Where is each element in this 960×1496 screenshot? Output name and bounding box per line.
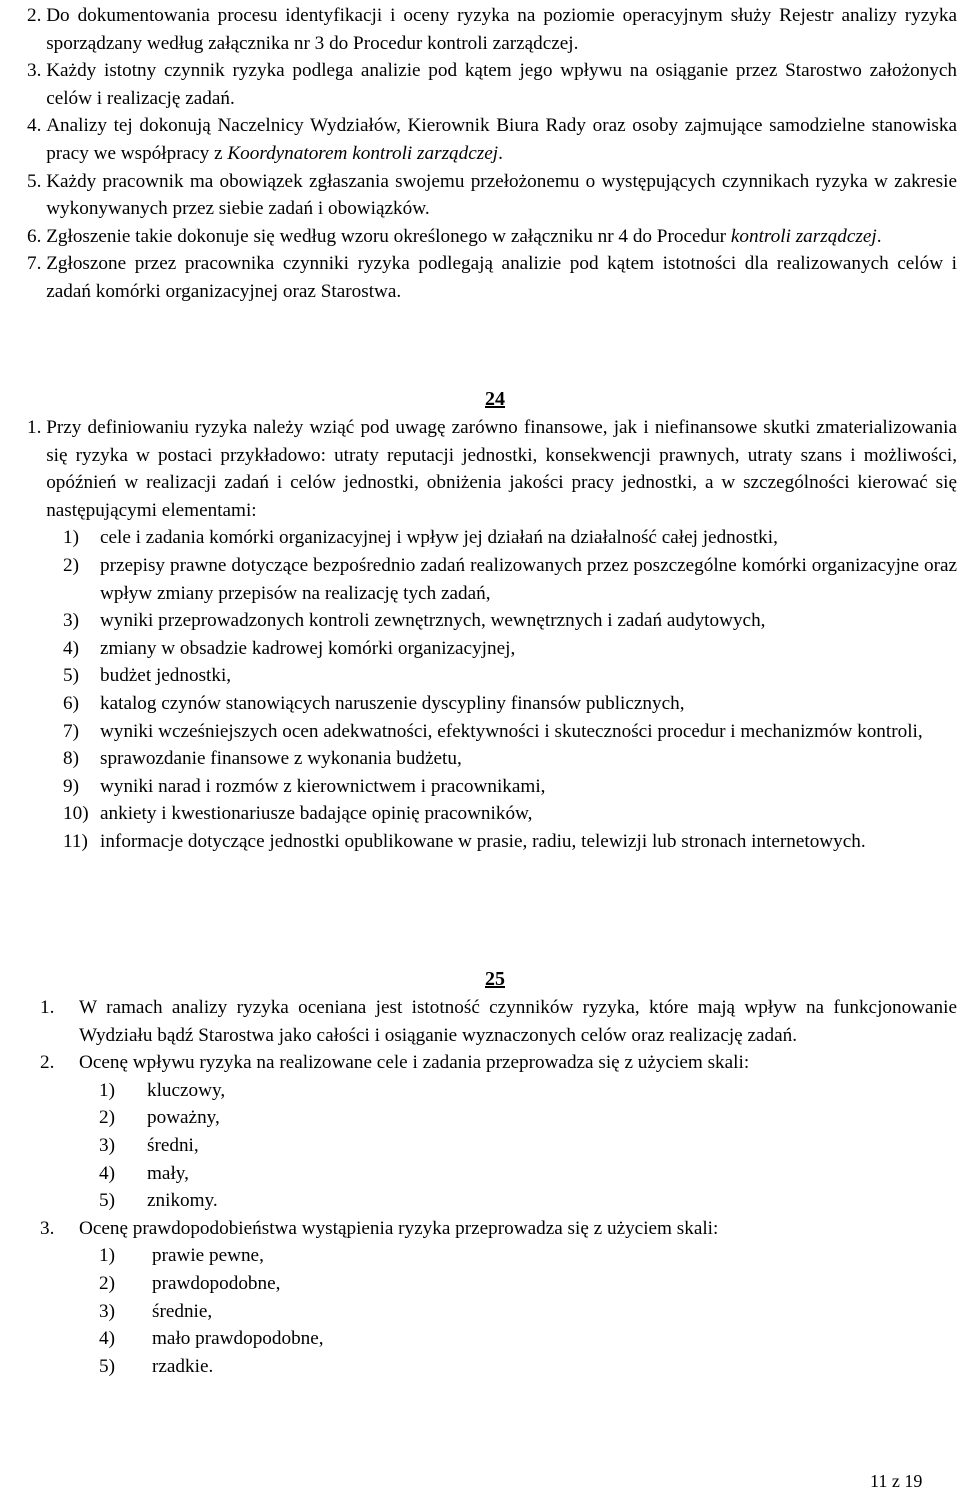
sub-item-number: 8) [63,748,79,770]
section-25 [27,994,957,1380]
section-24 [27,414,957,856]
sub-item-text: sprawozdanie finansowe z wykonania budżetu, [100,748,462,770]
sub-item [63,524,957,552]
sub-item [63,773,957,801]
sub-item [63,607,957,635]
probability-scale-item [99,1298,957,1326]
item-number: 5. [27,170,42,192]
item-text-end: . [876,225,882,247]
probability-scale-item [99,1242,957,1270]
sub-item-text: cele i zadania komórki organizacyjnej i wpływ jej działań na działalność całej jednostki, [100,527,778,549]
sub-item [63,662,957,690]
sub-item [63,690,957,718]
item-number: 1. [40,997,55,1018]
item-text: Każdy pracownik ma obowiązek zgłaszania swojemu przełożonemu o występujących czynnikach ryzyka w zakresie wykonywanych przez siebie zadań i obowiązków. [46,170,957,220]
scale-number: 2) [99,1107,115,1129]
scale-number: 5) [99,1190,115,1212]
sub-item-text: zmiany w obsadzie kadrowej komórki organizacyjnej, [100,637,516,659]
scale-text: średnie, [152,1300,213,1322]
sub-item [63,800,957,828]
list-item [40,1049,957,1077]
sub-item [63,745,957,773]
item-text: Do dokumentowania procesu identyfikacji i oceny ryzyka na poziomie operacyjnym służy Rejestr analizy ryzyka sporządzany według załącznika nr 3 do Procedur kontroli zarządczej. [46,5,957,54]
list-item [40,994,957,1049]
item-text: Ocenę wpływu ryzyka na realizowane cele i zadania przeprowadza się z użyciem skali: [79,1052,750,1074]
scale-text: prawie pewne, [152,1245,264,1267]
scale-number: 4) [99,1162,115,1184]
impact-scale-item [99,1077,957,1105]
sub-item-number: 10) [63,803,89,825]
impact-scale-item [99,1132,957,1160]
section-24-heading: 24 [485,388,505,410]
sub-item [63,635,957,663]
scale-text: poważny, [147,1107,220,1129]
scale-number: 3) [99,1134,115,1156]
list-item [27,2,957,57]
item-number: 4. [27,115,42,137]
list-item [27,168,957,223]
list-item [27,250,957,305]
list-item [27,57,957,112]
sub-item-number: 1) [63,527,79,549]
item-text: Ocenę prawdopodobieństwa wystąpienia ryzyka przeprowadza się z użyciem skali: [79,1217,719,1239]
scale-text: znikomy. [147,1190,218,1212]
top-items [27,2,957,306]
sub-item-text: wyniki wcześniejszych ocen adekwatności, efektywności i skuteczności procedur i mechanizmów kontroli, [100,720,923,742]
sub-item-number: 6) [63,692,79,714]
list-item [27,414,957,524]
probability-scale-item [99,1270,957,1298]
item-text: Zgłoszone przez pracownika czynniki ryzyka podlegają analizie pod kątem istotności dla realizowanych celów i zadań komórki organizacyjnej oraz Starostwa. [46,253,957,302]
item-number: 2. [40,1052,55,1074]
impact-scale-item [99,1187,957,1215]
sub-item-number: 4) [63,637,79,659]
item-number: 3. [40,1217,55,1239]
sub-item-text: katalog czynów stanowiących naruszenie dyscypliny finansów publicznych, [100,692,685,714]
list-item [27,223,957,251]
item-text: Przy definiowaniu ryzyka należy wziąć pod uwagę zarówno finansowe, jak i niefinansowe skutki zmaterializowania się ryzyka w postaci przykładowo: utraty reputacji jednostki, konsekwencji prawnych, utraty szans i możliwości, opóźnień w realizacji zadań i celów jednostki, obniżenia jakości pracy jednostki, a w szczególności kierować się następującymi elementami: [46,417,957,521]
sub-item-number: 11) [63,830,88,852]
scale-text: średni, [147,1134,199,1156]
page-number: 11 z 19 [870,1471,923,1491]
sub-item-number: 7) [63,720,79,742]
scale-text: kluczowy, [147,1079,226,1101]
sub-item [63,552,957,607]
sub-item [63,718,957,746]
sub-item-number: 3) [63,610,79,632]
scale-number: 4) [99,1328,115,1350]
probability-scale-item [99,1353,957,1381]
sub-item-number: 5) [63,665,79,687]
item-number: 1. [27,417,42,438]
item-number: 6. [27,225,42,247]
item-text [46,223,957,251]
item-text-part: Zgłoszenie takie dokonuje się według wzoru określonego w załączniku nr 4 do Procedur [46,225,731,247]
sub-item-text: budżet jednostki, [100,665,232,687]
scale-number: 5) [99,1355,115,1377]
impact-scale-item [99,1104,957,1132]
item-text-italic: Koordynatorem kontroli zarządczej [227,142,499,164]
item-text-italic: kontroli zarządczej [730,225,877,247]
list-item [40,1215,957,1243]
item-text: Każdy istotny czynnik ryzyka podlega analizie pod kątem jego wpływu na osiąganie przez Starostwo założonych celów i realizację zadań. [46,60,957,109]
item-number: 2. [27,5,42,26]
sub-item-text: ankiety i kwestionariusze badające opinię pracowników, [100,803,533,825]
sub-item-number: 2) [63,554,79,576]
sub-item-text: informacje dotyczące jednostki opublikowane w prasie, radiu, telewizji lub stronach internetowych. [100,830,866,852]
scale-number: 1) [99,1245,115,1267]
sub-item-text: wyniki narad i rozmów z kierownictwem i pracownikami, [100,775,546,797]
scale-number: 3) [99,1300,115,1322]
impact-scale-item [99,1160,957,1188]
scale-number: 1) [99,1079,115,1101]
scale-text: mało prawdopodobne, [152,1328,324,1350]
scale-text: rzadkie. [152,1355,214,1377]
item-number: 7. [27,253,42,275]
sub-item-text: przepisy prawne dotyczące bezpośrednio zadań realizowanych przez poszczególne komórki organizacyjne oraz wpływ zmiany przepisów na realizację tych zadań, [100,554,957,604]
section-25-heading: 25 [485,968,505,990]
item-text-part: Analizy tej dokonują Naczelnicy Wydziałów, Kierownik Biura Rady oraz osoby zajmujące samodzielne stanowiska pracy we współpracy z [46,115,957,164]
sub-item [63,828,957,856]
item-text: W ramach analizy ryzyka oceniana jest istotność czynników ryzyka, które mają wpływ na funkcjonowanie Wydziału bądź Starostwa jako całości i osiąganie wyznaczonych celów oraz realizację zadań. [79,997,957,1046]
sub-item-number: 9) [63,775,79,797]
probability-scale-item [99,1325,957,1353]
list-item [27,112,957,167]
item-text [46,112,957,167]
sub-item-text: wyniki przeprowadzonych kontroli zewnętrznych, wewnętrznych i zadań audytowych, [100,610,766,632]
item-text-end: . [498,142,503,164]
scale-number: 2) [99,1272,115,1294]
item-number: 3. [27,60,42,82]
scale-text: prawdopodobne, [152,1272,281,1294]
scale-text: mały, [147,1162,189,1184]
